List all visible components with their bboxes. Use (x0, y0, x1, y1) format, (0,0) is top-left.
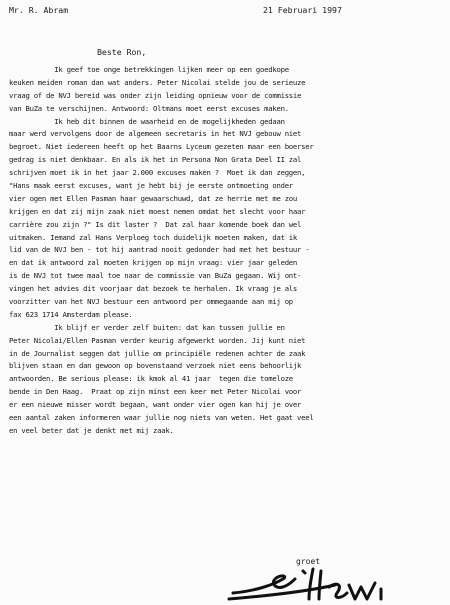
letter-line: vraag of de NVJ bereid was onder zijn leiding opnieuw voor de commissie (9, 90, 302, 100)
letter-line: Peter Nicolai/Ellen Pasman verder keurig afgewerkt worden. Jij kunt niet (9, 335, 306, 345)
letter-line: gedrag is niet denkbaar. En als ik het in Persona Non Grata Deel II zal (9, 155, 302, 165)
letter-line: vier ogen met Ellen Pasman haar gewaarschuwd, dat ze herrie met me zou (9, 193, 298, 203)
letter-line: en dat ik antwoord zal moeten krijgen op mijn vraag: vier jaar geleden (9, 258, 298, 268)
letter-line: uitmaken. Iemand zal Hans Verploeg toch duidelijk moeten maken, dat ik (9, 232, 298, 242)
letter-line: Ik geef toe onge betrekkingen lijken meer op een goedkope (9, 65, 289, 74)
closing: groet (296, 557, 321, 566)
letter-line: begroet. Niet iedereen heeft op het Baarns Lyceum gezeten maar een boerser (9, 142, 314, 152)
letter-line: krijgen en dat zij mijn zaak niet moest nemen omdat het slecht voor haar (9, 206, 306, 216)
letter-line: carrière zou zijn ?" Is dit laster ? Dat zal haar komende boek dan wel (9, 219, 302, 229)
letter-line: en veel beter dat je denkt met mij zaak. (9, 425, 174, 435)
letter-line: in de Journalist seggen dat jullie om principiële redenen achter de zaak (9, 348, 306, 358)
letter-line: vingen het advies dit voorjaar dat bezoek te herhalen. Ik vraag je als (9, 284, 298, 294)
letter-line: keuken meiden roman dan wat anders. Peter Nicolai stelde jou de serieuze (9, 77, 306, 87)
letter-date: 21 Februari 1997 (263, 5, 342, 15)
letter-line: maar werd vervolgens door de algemeen secretaris in het NVJ gebouw niet (9, 129, 302, 139)
letter-line: Ik blijf er verder zelf buiten: dat kan tussen jullie en (9, 322, 285, 332)
letter-line: lid van de NVJ ben - tot hij aantrad nooit gedonder had met het bestuur - (9, 245, 310, 255)
letter-line: is de NVJ tot twee maal toe naar de commissie van BuZa gegaan. Wij ont- (9, 271, 302, 281)
letter-line: bende in Den Haag. Praat op zijn minst een keer met Peter Nicolai voor (9, 387, 302, 397)
letter-line: "Hans maak eerst excuses, want je hebt bij je eerste ontmoeting onder (9, 181, 293, 191)
letter-line: schrijven moet ik in het jaar 2.000 excuses maken ? Moet ik dan zeggen, (9, 168, 306, 178)
letter-line: Ik heb dit binnen de waarheid en de mogelijkheden gedaan (9, 116, 285, 126)
letter-line: antwoorden. Be serious please: ik kmok al 41 jaar tegen die tomeloze (9, 374, 293, 384)
letter-body (9, 64, 447, 438)
letter-line: fax 623 1714 Amsterdam please. (9, 309, 133, 319)
letter-line: van BuZa te verschijnen. Antwoord: Oltmans moet eerst excuses maken. (9, 103, 289, 113)
handwritten-signature (225, 565, 420, 603)
letter-line: voorzitter van het NVJ bestuur een antwoord per ommegaande aan mij op (9, 297, 293, 307)
letter-line: blijven staan en dan gewoon op bovenstaand verzoek niet eens behoorlijk (9, 361, 302, 371)
salutation: Beste Ron, (97, 47, 147, 57)
letter-line: er een nieuwe misser wordt begaan, want onder vier ogen kan hij je over (9, 400, 302, 410)
letter-line: een aantal zaken informeren waar jullie nog niets van weten. Het gaat veel (9, 413, 314, 423)
recipient-line: Mr. R. Abram (9, 5, 69, 15)
letter-header (0, 5, 450, 19)
